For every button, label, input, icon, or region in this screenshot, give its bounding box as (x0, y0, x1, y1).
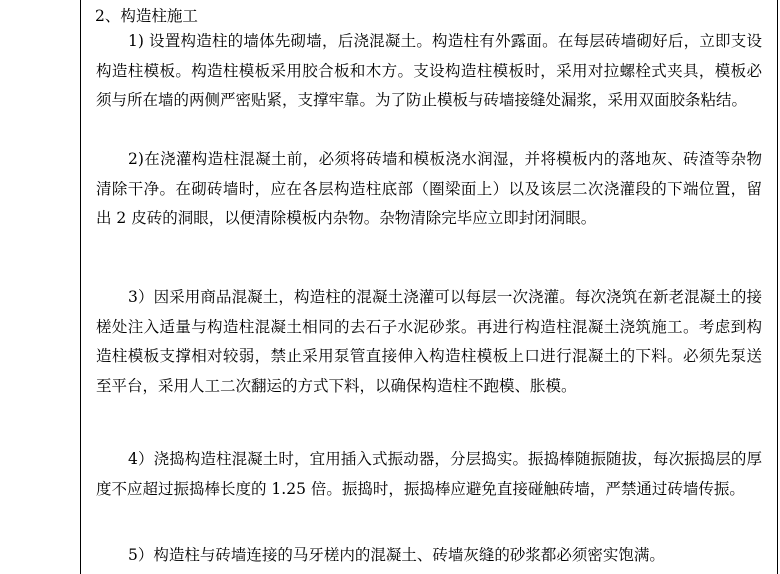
paragraph-5: 5）构造柱与砖墙连接的马牙槎内的混凝土、砖墙灰缝的砂浆都必须密实饱满。 (128, 546, 665, 564)
section-heading: 2、构造柱施工 (95, 7, 198, 25)
paragraph-2: 2)在浇灌构造柱混凝土前，必须将砖墙和模板浇水润湿，并将模板内的落地灰、砖渣等杂物清除干净。在砌砖墙时，应在各层构造柱底部（圈梁面上）以及该层二次浇灌段的下端位置，留出 2 皮砖的洞眼，以便清除模板内杂物。杂物清除完毕应立即封闭洞眼。 (96, 150, 762, 228)
paragraph-3: 3）因采用商品混凝土，构造柱的混凝土浇灌可以每层一次浇灌。每次浇筑在新老混凝土的接槎处注入适量与构造柱混凝土相同的去石子水泥砂浆。再进行构造柱混凝土浇筑施工。考虑到构造柱模板支撑相对较弱，禁止采用泵管直接伸入构造柱模板上口进行混凝土的下料。必须先泵送至平台，采用人工二次翻运的方式下料，以确保构造柱不跑模、胀模。 (96, 288, 762, 395)
document-page (80, 0, 778, 574)
paragraph-4: 4）浇捣构造柱混凝土时，宜用插入式振动器，分层捣实。振捣棒随振随拔，每次振捣层的厚度不应超过振捣棒长度的 1.25 倍。振捣时，振捣棒应避免直接碰触砖墙，严禁通过砖墙传振。 (96, 450, 762, 498)
paragraph-1: 1) 设置构造柱的墙体先砌墙，后浇混凝土。构造柱有外露面。在每层砖墙砌好后，立即支设构造柱模板。构造柱模板采用胶合板和木方。支设构造柱模板时，采用对拉螺栓式夹具，模板必须与所在墙的两侧严密贴紧，支撑牢靠。为了防止模板与砖墙接缝处漏浆，采用双面胶条粘结。 (96, 32, 762, 110)
